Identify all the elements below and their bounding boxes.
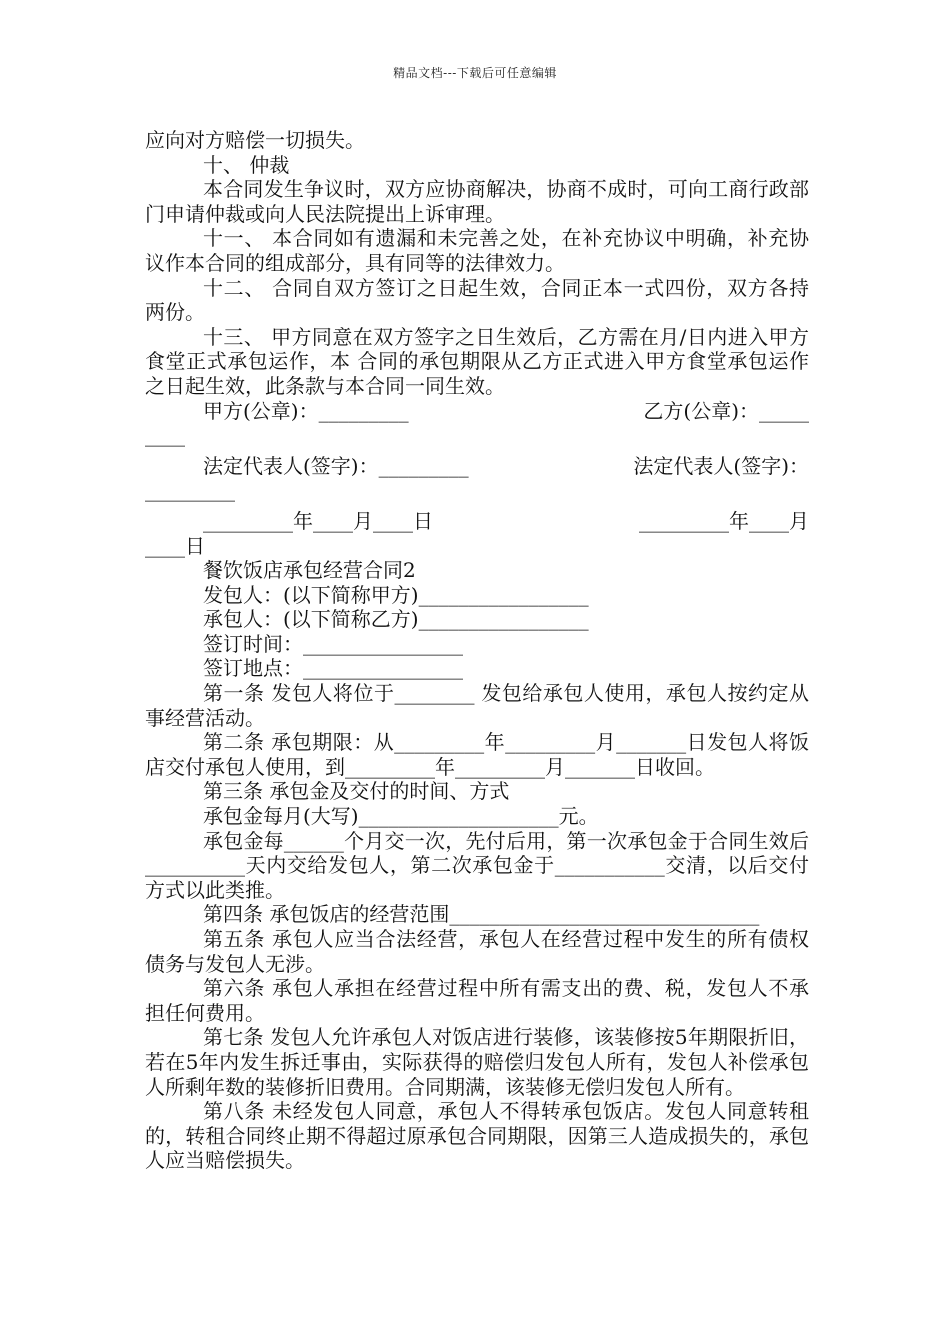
paragraph-clause-13: 十三、 甲方同意在双方签字之日生效后，乙方需在月/日内进入甲方食堂正式承包运作，本 合同的承包期限从乙方正式进入甲方食堂承包运作之日起生效，此条款与本合同一同生效。: [145, 324, 809, 398]
rep-b-signature: 法定代表人(签字)：: [633, 453, 809, 478]
date-a: _________年____月____日: [203, 508, 433, 533]
document-body: [145, 128, 809, 1173]
date-b-continued: ____日: [145, 533, 205, 558]
rep-b-signature-continued: _________: [145, 478, 235, 503]
contract2-contractor: 承包人：(以下简称乙方)_________________: [203, 607, 589, 632]
party-b-seal-continued: ____: [145, 423, 185, 448]
article-7: 第七条 发包人允许承包人对饭店进行装修，该装修按5年期限折旧，若在5年内发生拆迁事由，实际获得的赔偿归发包人所有，发包人补偿承包人所剩年数的装修折旧费用。合同期满，该装修无偿归发包人所有。: [145, 1025, 809, 1099]
signature-date-row: [145, 509, 809, 534]
article-4: 第四条 承包饭店的经营范围_______________________________: [203, 902, 760, 927]
contract2-title: 餐饮饭店承包经营合同2: [203, 558, 416, 583]
party-b-seal: 乙方(公章)：_____: [643, 398, 809, 423]
signature-party-row: [145, 399, 809, 424]
contract2-sign-time: 签订时间：________________: [203, 631, 463, 656]
paragraph-clause-12: 十二、 合同自双方签订之日起生效，合同正本一式四份，双方各持两份。: [145, 275, 809, 325]
rep-a-signature: 法定代表人(签字)：_________: [203, 453, 469, 478]
article-3-title: 第三条 承包金及交付的时间、方式: [203, 779, 510, 804]
article-5: 第五条 承包人应当合法经营，承包人在经营过程中发生的所有债权债务与发包人无涉。: [145, 927, 809, 976]
contract2-sign-place: 签订地点：________________: [203, 656, 463, 681]
party-a-seal: 甲方(公章)：_________: [203, 398, 409, 423]
paragraph-clause-11: 十一、 本合同如有遗漏和未完善之处，在补充协议中明确，补充协议作本合同的组成部分，具有同等的法律效力。: [145, 226, 809, 275]
page-header: 精品文档---下载后可任意编辑: [393, 66, 557, 80]
article-3-amount: 承包金每月(大写)____________________元。: [203, 804, 599, 829]
section-arbitration-title: 十、 仲裁: [203, 152, 290, 177]
contract2-issuer: 发包人：(以下简称甲方)_________________: [203, 582, 589, 607]
signature-rep-row: [145, 454, 809, 479]
article-1: 第一条 发包人将位于________ 发包给承包人使用，承包人按约定从事经营活动。: [145, 681, 809, 730]
article-2: 第二条 承包期限：从_________年_________月_______日发包人将饭店交付承包人使用，到_________年_________月_______日收回。: [145, 730, 809, 779]
article-8: 第八条 未经发包人同意，承包人不得转承包饭店。发包人同意转租的，转租合同终止期不得超过原承包合同期限，因第三人造成损失的，承包人应当赔偿损失。: [145, 1099, 809, 1173]
article-3-payment: 承包金每______个月交一次，先付后用，第一次承包金于合同生效后__________天内交给发包人，第二次承包金于___________交清，以后交付方式以此类推。: [145, 828, 809, 902]
paragraph-arbitration: 本合同发生争议时，双方应协商解决，协商不成时，可向工商行政部门申请仲裁或向人民法院提出上诉审理。: [145, 177, 809, 226]
article-6: 第六条 承包人承担在经营过程中所有需支出的费、税，发包人不承担任何费用。: [145, 976, 809, 1025]
date-b: _________年____月: [639, 508, 809, 533]
paragraph-compensation: 应向对方赔偿一切损失。: [145, 128, 365, 152]
